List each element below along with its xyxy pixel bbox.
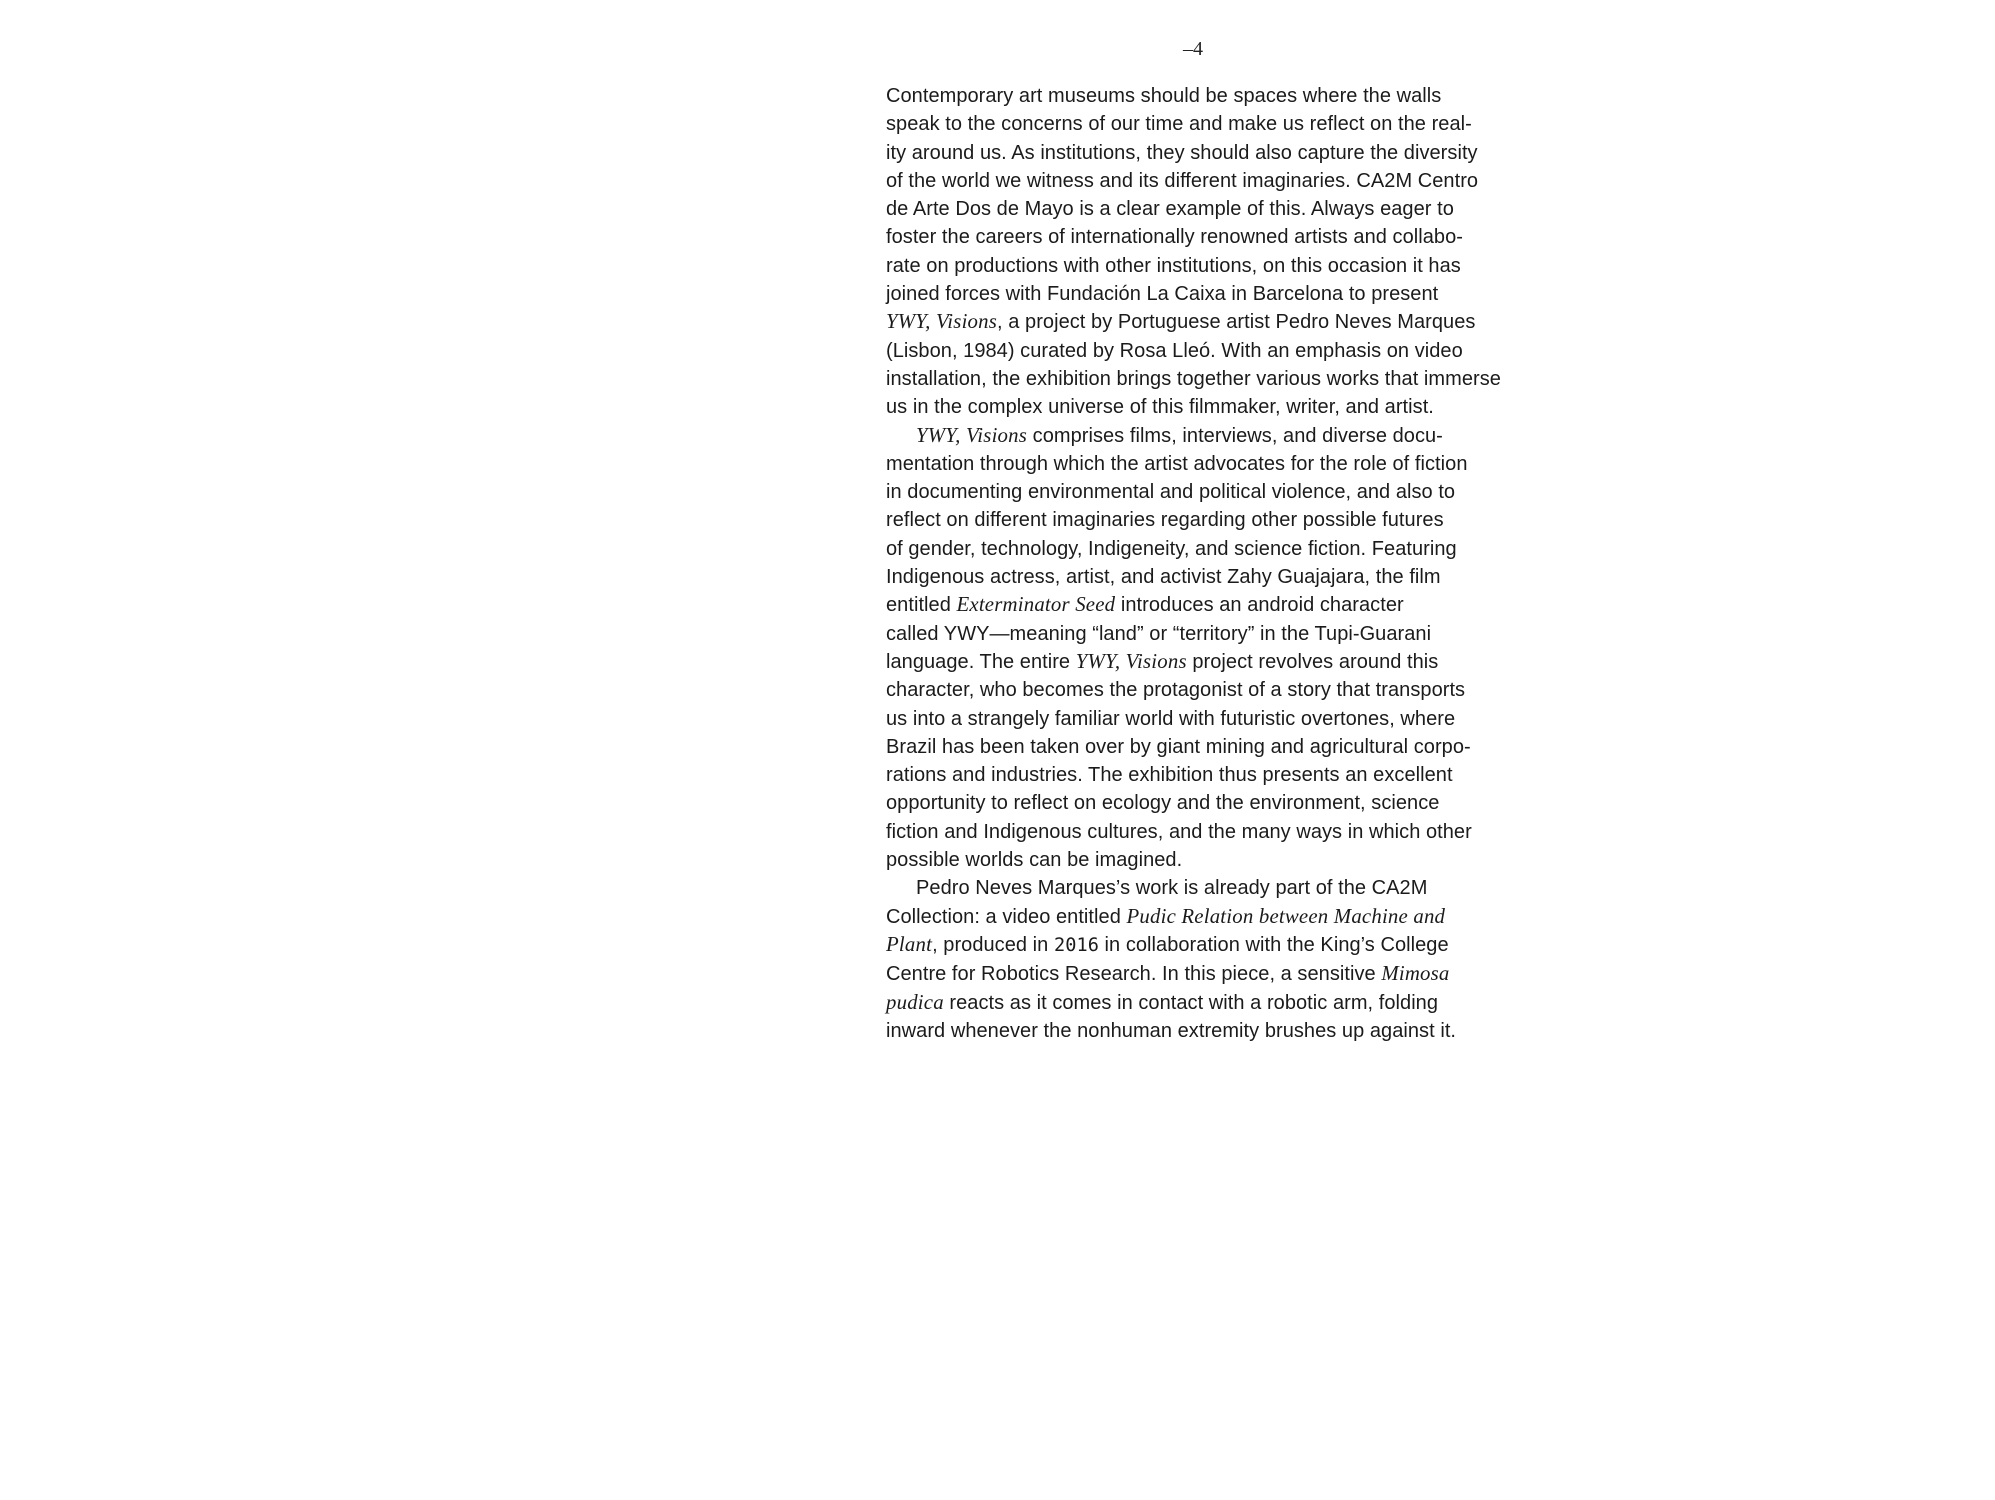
italic-title-text: Plant — [886, 932, 933, 956]
page-number: –4 — [1183, 38, 1203, 60]
text-line — [886, 422, 1506, 450]
text-line — [886, 903, 1506, 931]
text-line — [886, 563, 1506, 591]
text-line — [886, 195, 1506, 223]
text-line — [886, 139, 1506, 167]
body-text: introduces an android character — [1115, 594, 1404, 617]
text-line — [886, 818, 1506, 846]
text-line — [886, 989, 1506, 1017]
body-text: joined forces with Fundación La Caixa in Barcelona to present — [886, 283, 1439, 306]
text-line — [886, 733, 1506, 761]
body-text: Indigenous actress, artist, and activist Zahy Guajajara, the film — [886, 566, 1441, 589]
body-text: rate on productions with other institutions, on this occasion it has — [886, 254, 1461, 277]
body-text: Contemporary art museums should be spaces where the walls — [886, 85, 1442, 107]
text-line — [886, 82, 1506, 110]
body-text: mentation through which the artist advocates for the role of fiction — [886, 452, 1468, 475]
text-line — [886, 535, 1506, 563]
body-text: speak to the concerns of our time and make us reflect on the real- — [886, 113, 1472, 136]
italic-title-text: YWY, Visions — [1075, 649, 1187, 673]
text-line — [886, 705, 1506, 733]
body-text: of gender, technology, Indigeneity, and science fiction. Featuring — [886, 537, 1457, 560]
text-line — [886, 591, 1506, 619]
body-text: inward whenever the nonhuman extremity brushes up against it. — [886, 1019, 1457, 1042]
text-line — [886, 620, 1506, 648]
text-line — [886, 676, 1506, 704]
body-text: opportunity to reflect on ecology and the environment, science — [886, 792, 1440, 815]
italic-title-text: pudica — [886, 990, 944, 1014]
text-line — [886, 280, 1506, 308]
text-line — [886, 789, 1506, 817]
italic-title-text: YWY, Visions — [886, 310, 998, 334]
body-text: possible worlds can be imagined. — [886, 849, 1183, 872]
text-line — [886, 450, 1506, 478]
body-text: (Lisbon, 1984) curated by Rosa Lleó. With an emphasis on video — [886, 339, 1463, 362]
body-text: , a project by Portuguese artist Pedro Neves Marques — [997, 311, 1476, 334]
body-text: reflect on different imaginaries regarding other possible futures — [886, 509, 1444, 532]
text-line — [886, 874, 1506, 902]
text-block — [886, 82, 1506, 1045]
text-line — [886, 506, 1506, 534]
body-text: comprises films, interviews, and diverse docu- — [1027, 424, 1443, 447]
body-text: character, who becomes the protagonist of a story that transports — [886, 679, 1466, 702]
text-line — [886, 308, 1506, 336]
text-line — [886, 223, 1506, 251]
text-line — [886, 846, 1506, 874]
italic-title-text: YWY, Visions — [916, 423, 1028, 447]
body-text: language. The entire — [886, 650, 1076, 673]
body-text: us into a strangely familiar world with futuristic overtones, where — [886, 707, 1456, 730]
body-text: of the world we witness and its different imaginaries. CA2M Centro — [886, 169, 1479, 192]
body-text: installation, the exhibition brings together various works that immerse — [886, 367, 1501, 390]
body-text: us in the complex universe of this filmmaker, writer, and artist. — [886, 396, 1434, 419]
body-text: Centre for Robotics Research. In this piece, a sensitive — [886, 963, 1382, 986]
body-text: Pedro Neves Marques’s work is already part of the CA2M — [916, 877, 1428, 900]
body-text: reacts as it comes in contact with a robotic arm, folding — [943, 991, 1439, 1014]
body-text: rations and industries. The exhibition thus presents an excellent — [886, 764, 1453, 787]
text-line — [886, 337, 1506, 365]
body-text: , produced in — [932, 933, 1054, 956]
italic-title-text: Exterminator Seed — [956, 593, 1116, 617]
text-line — [886, 393, 1506, 421]
text-line — [886, 761, 1506, 789]
text-line — [886, 478, 1506, 506]
body-text: de Arte Dos de Mayo is a clear example of this. Always eager to — [886, 198, 1454, 221]
body-text: Brazil has been taken over by giant mining and agricultural corpo- — [886, 735, 1471, 758]
text-line — [886, 167, 1506, 195]
italic-title-text: Mimosa — [1381, 962, 1450, 986]
text-line — [886, 252, 1506, 280]
text-line — [886, 648, 1506, 676]
body-text: entitled — [886, 594, 957, 617]
body-text: in collaboration with the King’s College — [1098, 933, 1449, 956]
body-text: fiction and Indigenous cultures, and the many ways in which other — [886, 820, 1472, 843]
body-text: Collection: a video entitled — [886, 905, 1127, 928]
italic-title-text: Pudic Relation between Machine and — [1126, 904, 1446, 928]
body-text: called YWY—meaning “land” or “territory” in the Tupi-Guarani — [886, 622, 1432, 645]
text-line — [886, 110, 1506, 138]
body-text: 2016 — [1053, 934, 1099, 956]
body-text: foster the careers of internationally renowned artists and collabo- — [886, 226, 1463, 249]
text-line — [886, 931, 1506, 960]
text-line — [886, 1017, 1506, 1045]
body-text: in documenting environmental and political violence, and also to — [886, 481, 1456, 504]
body-text: ity around us. As institutions, they should also capture the diversity — [886, 141, 1478, 164]
text-line — [886, 365, 1506, 393]
text-line — [886, 960, 1506, 988]
body-text: project revolves around this — [1186, 650, 1439, 673]
